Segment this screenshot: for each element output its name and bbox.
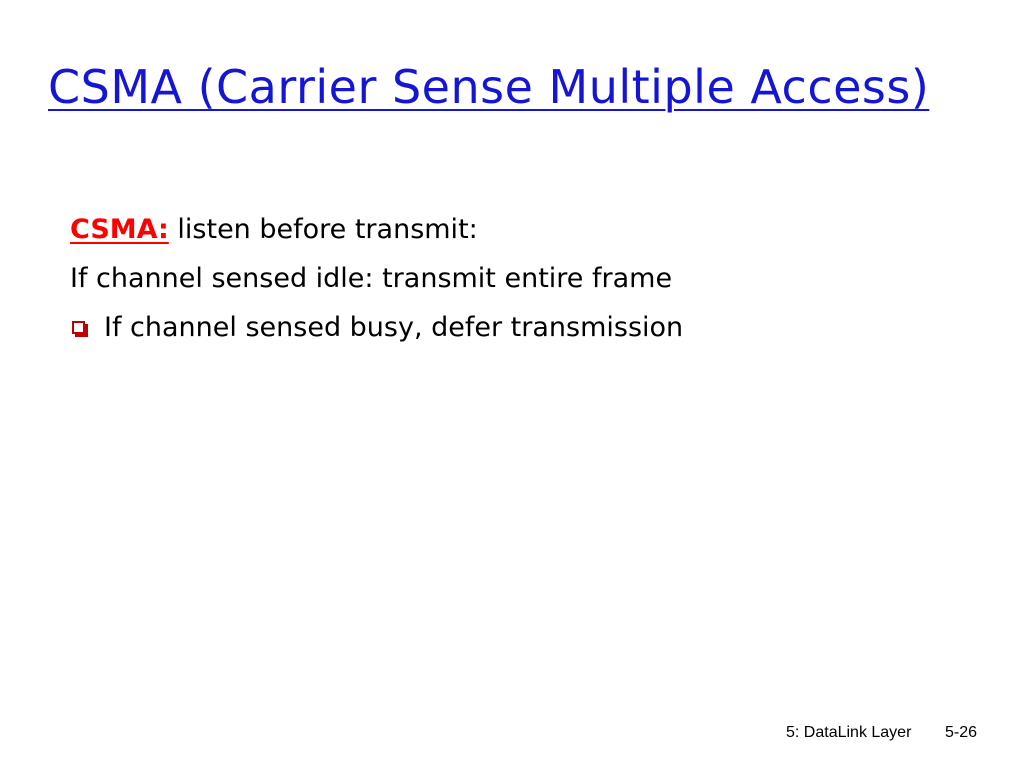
footer-page-number: 5-26 [945, 724, 978, 741]
slide-body [70, 205, 683, 352]
body-line-1 [70, 205, 683, 254]
footer-chapter: 5: DataLink Layer [786, 724, 912, 741]
square-bullet-icon [72, 321, 85, 334]
slide-title: CSMA (Carrier Sense Multiple Access) [48, 60, 930, 114]
csma-keyword: CSMA: [70, 214, 169, 245]
bullet-text: If channel sensed busy, defer transmission [104, 312, 684, 343]
body-line-2: If channel sensed idle: transmit entire frame [70, 263, 673, 294]
body-line-1-text: listen before transmit: [168, 214, 478, 245]
bullet-item [70, 303, 683, 352]
